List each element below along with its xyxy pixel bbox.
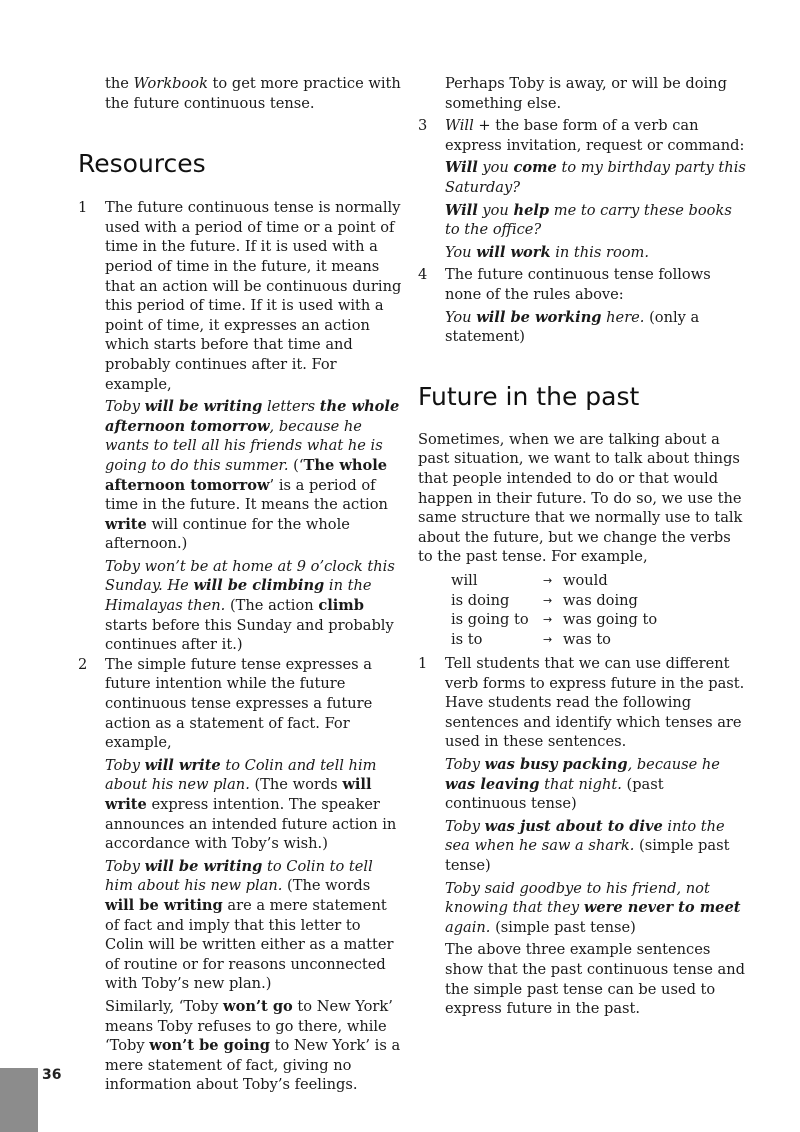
verb-from: will xyxy=(451,571,478,589)
verb-change-table xyxy=(451,571,657,650)
example-sentence: Toby won’t be at home at 9 o’clock this Sunday. He will be climbing in the Himalayas then. (The action climb starts before this Sunday and probably continues after it.) xyxy=(105,557,395,654)
resource-item-2 xyxy=(78,655,403,1095)
example-sentence: Similarly, ‘Toby won’t go to New York’ means Toby refuses to go there, while ‘Toby won’t be going to New York’ is a mere statement of fact, giving no information about Toby’s feelings. xyxy=(105,997,401,1094)
item-number: 3 xyxy=(418,117,428,135)
future-in-the-past-heading: Future in the past xyxy=(418,381,640,411)
verb-from: is doing xyxy=(451,591,510,609)
item-number: 4 xyxy=(418,266,428,284)
item-number: 1 xyxy=(78,199,88,217)
verb-row xyxy=(451,630,657,650)
future-in-past-paragraph: Sometimes, when we are talking about a past situation, we want to talk about things that people intended to do or that would happen in their future. To do so, we use the same structure that we normally use to talk about the future, but we change the verbs to the past tense. For example, xyxy=(418,430,743,566)
intro-paragraph: the Workbook to get more practice with the future continuous tense. xyxy=(105,75,401,112)
right-column xyxy=(418,74,748,1019)
arrow-icon: → xyxy=(543,613,553,627)
example-sentence: You will be working here. (only a statement) xyxy=(445,308,700,346)
example-sentence: Will you come to my birthday party this Saturday? xyxy=(445,159,746,196)
verb-row xyxy=(451,571,657,591)
example-sentence: Will you help me to carry these books to the office? xyxy=(445,201,732,239)
verb-row xyxy=(451,591,657,611)
arrow-icon: → xyxy=(543,593,553,607)
resource-item-3 xyxy=(418,116,748,262)
verb-to: was going to xyxy=(563,611,658,629)
arrow-icon: → xyxy=(543,633,553,647)
item-number: 2 xyxy=(78,655,88,673)
example-sentence: Toby said goodbye to his friend, not knowing that they were never to meet again. (simple past tense) xyxy=(445,879,741,936)
verb-to: was doing xyxy=(563,591,638,609)
item-text: Will + the base form of a verb can express invitation, request or command: xyxy=(445,117,745,154)
page-number: 36 xyxy=(42,1067,62,1083)
example-sentence: Toby was busy packing, because he was leaving that night. (past continuous tense) xyxy=(445,756,720,813)
verb-row xyxy=(451,610,657,630)
resource-item-1 xyxy=(78,198,403,655)
page-tab-marker xyxy=(0,1068,38,1132)
verb-from: is going to xyxy=(451,611,529,629)
example-sentence: Toby will be writing to Colin to tell him about his new plan. (The words will be writing are a mere statement of fact and imply that this letter to Colin will be written either as a matter of routine or for reasons unconnected with Toby’s new plan.) xyxy=(105,857,394,993)
item-text: The future continuous tense follows none of the rules above: xyxy=(445,266,711,303)
resources-heading: Resources xyxy=(78,149,206,179)
item-text: The simple future tense expresses a future intention while the future continuous tense expresses a future action as a statement of fact. For example, xyxy=(105,655,373,752)
summary-sentence: The above three example sentences show that the past continuous tense and the simple past tense can be used to express future in the past. xyxy=(445,941,745,1018)
verb-to: was to xyxy=(563,631,611,649)
future-past-item-1 xyxy=(418,654,748,1019)
example-sentence: Toby will write to Colin and tell him about his new plan. (The words will write express intention. The speaker announces an intended future action in accordance with Toby’s wish.) xyxy=(105,756,397,853)
example-sentence: You will work in this room. xyxy=(445,243,650,261)
item-number: 1 xyxy=(418,655,428,673)
resource-item-4 xyxy=(418,265,748,346)
example-sentence: Toby will be writing letters the whole afternoon tomorrow, because he wants to tell all his friends what he is going to do this summer. (‘The whole afternoon tomorrow’ is a period of time in the future. It means the action write will continue for the whole afternoon.) xyxy=(105,398,400,553)
example-sentence: Toby was just about to dive into the sea when he saw a shark. (simple past tense) xyxy=(445,817,730,874)
verb-from: is to xyxy=(451,631,483,649)
arrow-icon: → xyxy=(543,573,553,587)
item-text: The future continuous tense is normally used with a period of time or a point of time in the future. If it is used with a period of time in the future, it means that an action will be continuous during this period of time. If it is used with a point of time, it expresses an action which starts before that time and probably continues after it. For example, xyxy=(105,199,402,393)
left-column xyxy=(78,74,403,1095)
continued-paragraph: Perhaps Toby is away, or will be doing something else. xyxy=(445,75,727,112)
verb-to: would xyxy=(563,571,608,589)
item-text: Tell students that we can use different verb forms to express future in the past. Have students read the following sentences and identify which tenses are used in these sentences. xyxy=(445,655,745,751)
